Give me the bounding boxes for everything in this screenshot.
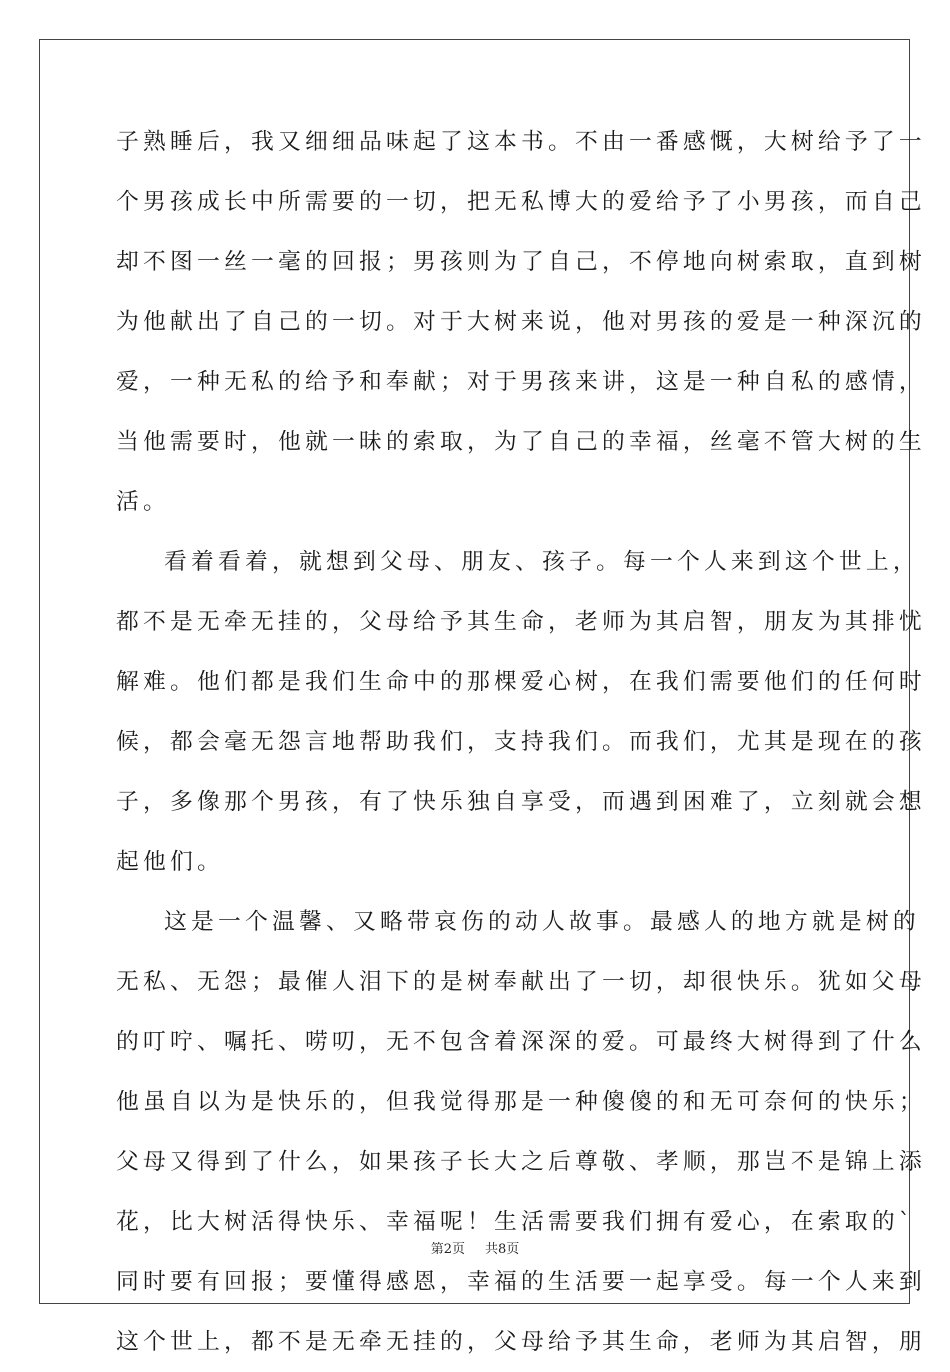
page-number: 第2页 xyxy=(430,1242,465,1257)
text-line: 都不是无牵无挂的，父母给予其生命，老师为其启智，朋友为其排忧 xyxy=(116,609,926,635)
text-line: 看着看着，就想到父母、朋友、孩子。每一个人来到这个世上， xyxy=(164,549,920,575)
text-line: 解难。他们都是我们生命中的那棵爱心树，在我们需要他们的任何时 xyxy=(116,669,926,695)
page-footer xyxy=(0,1238,950,1257)
text-line: 候，都会毫无怨言地帮助我们，支持我们。而我们，尤其是现在的孩 xyxy=(116,729,926,755)
text-line: 花，比大树活得快乐、幸福呢！生活需要我们拥有爱心，在索取的` xyxy=(116,1209,915,1235)
text-line: 同时要有回报；要懂得感恩，幸福的生活要一起享受。每一个人来到 xyxy=(116,1269,926,1295)
text-line: 活。 xyxy=(116,489,170,515)
text-line: 爱，一种无私的给予和奉献；对于男孩来讲，这是一种自私的感情， xyxy=(116,369,926,395)
text-line: 子，多像那个男孩，有了快乐独自享受，而遇到困难了，立刻就会想 xyxy=(116,789,926,815)
text-line: 无私、无怨；最催人泪下的是树奉献出了一切，却很快乐。犹如父母 xyxy=(116,969,926,995)
text-line: 当他需要时，他就一昧的索取，为了自己的幸福，丝毫不管大树的生 xyxy=(116,429,926,455)
text-line: 子熟睡后，我又细细品味起了这本书。不由一番感慨，大树给予了一 xyxy=(116,129,926,155)
page-total: 共8页 xyxy=(485,1242,520,1257)
text-line: 这个世上，都不是无牵无挂的，父母给予其生命，老师为其启智，朋 xyxy=(116,1329,926,1355)
text-line: 起他们。 xyxy=(116,849,224,875)
text-line: 这是一个温馨、又略带哀伤的动人故事。最感人的地方就是树的 xyxy=(164,909,920,935)
text-line: 为他献出了自己的一切。对于大树来说，他对男孩的爱是一种深沉的 xyxy=(116,309,926,335)
text-line: 他虽自以为是快乐的，但我觉得那是一种傻傻的和无可奈何的快乐； xyxy=(116,1089,926,1115)
text-line: 的叮咛、嘱托、唠叨，无不包含着深深的爱。可最终大树得到了什么 xyxy=(116,1029,926,1055)
text-line: 个男孩成长中所需要的一切，把无私博大的爱给予了小男孩，而自己 xyxy=(116,189,926,215)
text-line: 父母又得到了什么，如果孩子长大之后尊敬、孝顺，那岂不是锦上添 xyxy=(116,1149,926,1175)
text-line: 却不图一丝一毫的回报；男孩则为了自己，不停地向树索取，直到树 xyxy=(116,249,926,275)
document-body xyxy=(116,112,926,1372)
